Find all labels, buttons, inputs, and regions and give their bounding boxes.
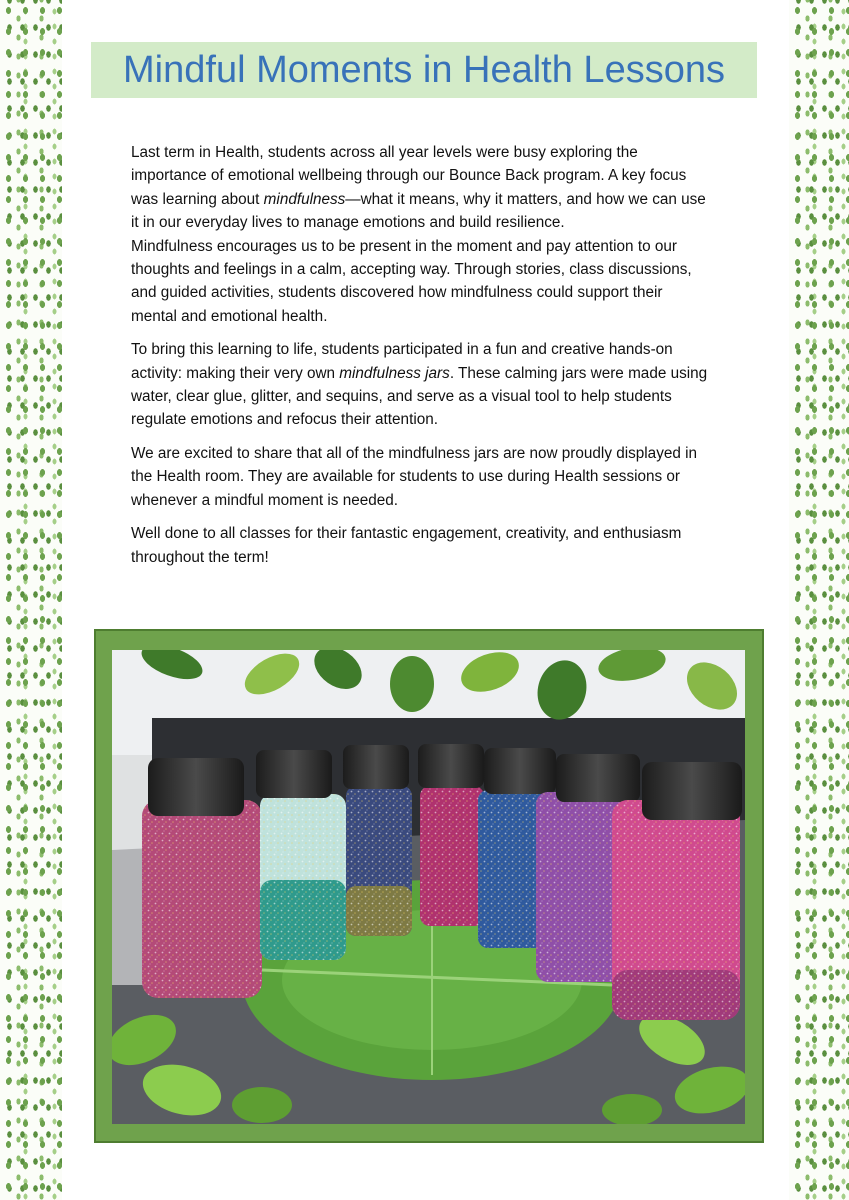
jar-pink <box>612 762 742 1020</box>
dotted-border-right <box>789 0 849 1200</box>
paragraph-mindfulness: Mindfulness encourages us to be present in the moment and pay attention to our thoughts and feelings in a calm, accepting way. Through stories, class discussions, and guided activities, students discovered how mindfulness could support their mental and emotional health. <box>131 237 692 325</box>
dotted-border-left <box>0 0 62 1200</box>
mindfulness-jars-photo <box>112 650 745 1124</box>
article-body <box>131 141 711 579</box>
page-title: Mindful Moments in Health Lessons <box>123 49 725 91</box>
paragraph-intro: Last term in Health, students across all year levels were busy exploring the importance of emotional wellbeing through our Bounce Back program. A key focus was learning about mindfulness—what it means, why it matters, and how we can use it in our everyday lives to manage emotions and build resilience. <box>131 144 706 232</box>
paragraph-well-done: Well done to all classes for their fantastic engagement, creativity, and enthusiasm throughout the term! <box>131 525 682 566</box>
jar-navy-gold <box>343 745 412 936</box>
jar-magenta <box>418 744 484 926</box>
jar-pink-gold <box>142 758 262 998</box>
paragraph-activity: To bring this learning to life, students participated in a fun and creative hands-on activity: making their very own mindfulness jars. These calming jars were made using water, clear glue, glitter, and sequins, and serve as a visual tool to help students regulate emotions and refocus their attention. <box>131 341 708 429</box>
emphasis-mindfulness-jars: mindfulness jars <box>339 364 450 382</box>
paragraph-display: We are excited to share that all of the mindfulness jars are now proudly displayed in the Health room. They are available for students to use during Health sessions or whenever a mindful moment is needed. <box>131 444 698 509</box>
emphasis-mindfulness: mindfulness <box>263 190 346 208</box>
